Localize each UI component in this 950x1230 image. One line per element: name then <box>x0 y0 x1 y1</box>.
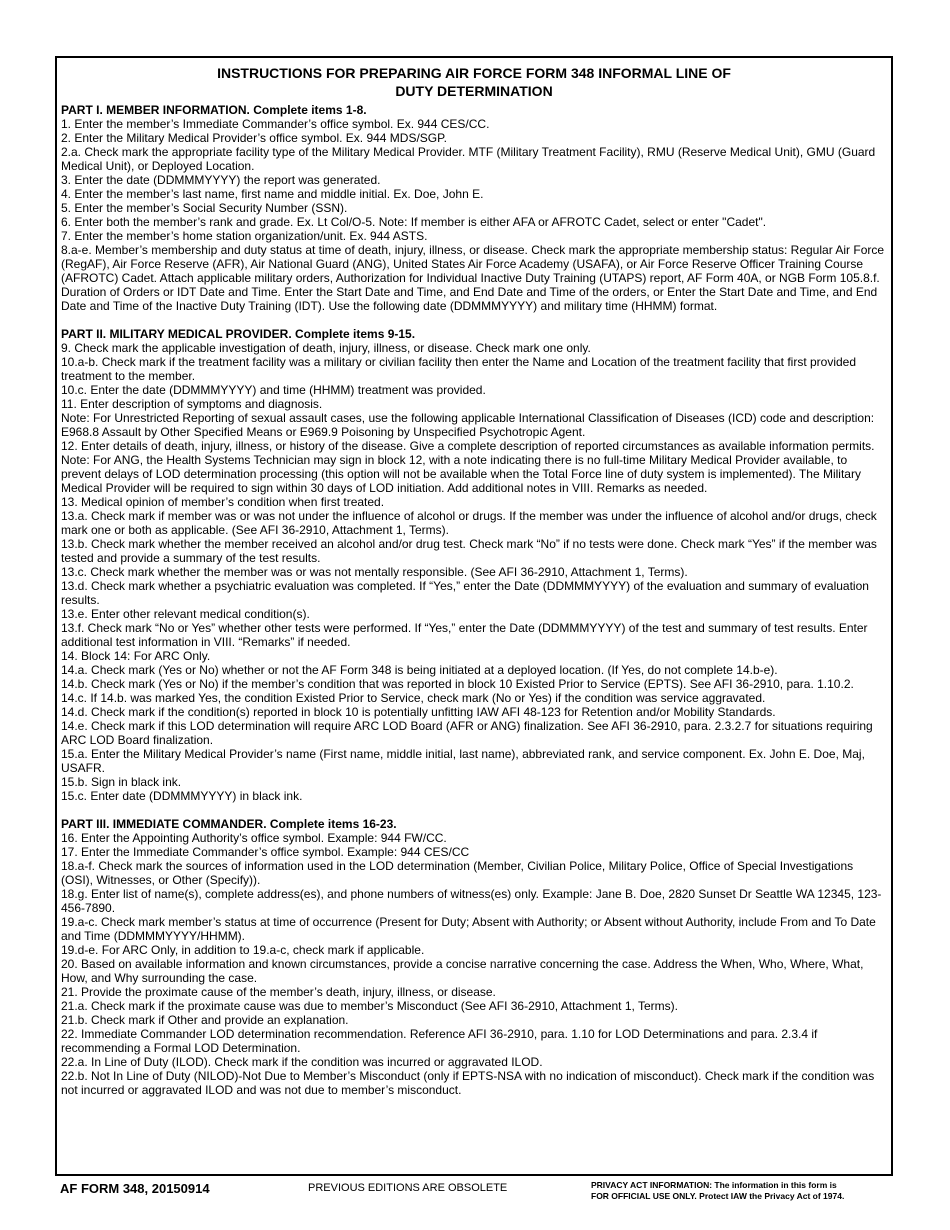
instruction-line: 11. Enter description of symptoms and diagnosis. <box>61 397 323 411</box>
instruction-line: 8.a-e. Member’s membership and duty status at time of death, injury, illness, or disease. Check mark the appropriate membership status: Regular Air Force (RegAF), Air Force Reserve (AFR), Air National Guard (ANG), United States Air Force Academy (USAFA), or Air Force Reserve Officer Training Course (AFROTC) Cadet. Attach applicable military orders, Authorization for Individual Inactive Duty Training (UTAPS) report, AF Form 40A, or NGB Form 105.8.f. Duration of Orders or IDT Date and Time. Enter the Start Date and Time, and End Date and Time of the orders, or Enter the Start Date and Time, and End Date and Time of the Inactive Duty Training (IDT). Use the following date (DDMMMYYYY) and military time (HHMM) format. <box>61 243 885 313</box>
instruction-line: 16. Enter the Appointing Authority’s office symbol. Example: 944 FW/CC. <box>61 831 447 845</box>
instruction-line: 14.c. If 14.b. was marked Yes, the condition Existed Prior to Service, check mark (No or Yes) if the condition was service aggravated. <box>61 691 766 705</box>
form-footer <box>0 1180 950 1220</box>
part-1-section <box>61 103 887 313</box>
instruction-line: 13.d. Check mark whether a psychiatric evaluation was completed. If “Yes,” enter the Date (DDMMMYYYY) of the evaluation and summary of evaluation results. <box>61 579 869 607</box>
instruction-line: 14.b. Check mark (Yes or No) if the member’s condition that was reported in block 10 Existed Prior to Service (EPTS). See AFI 36-2910, para. 1.10.2. <box>61 677 854 691</box>
privacy-line-2: FOR OFFICIAL USE ONLY. Protect IAW the Privacy Act of 1974. <box>591 1191 845 1201</box>
title-line-1: INSTRUCTIONS FOR PREPARING AIR FORCE FORM 348 INFORMAL LINE OF <box>217 65 731 81</box>
instruction-line: 3. Enter the date (DDMMMYYYY) the report was generated. <box>61 173 381 187</box>
part-2-section <box>61 327 887 803</box>
instruction-line: 15.a. Enter the Military Medical Provider’s name (First name, middle initial, last name), abbreviated rank, and service component. Ex. John E. Doe, Maj, USAFR. <box>61 747 865 775</box>
instruction-line: Note: For ANG, the Health Systems Technician may sign in block 12, with a note indicating there is no full-time Military Medical Provider available, to prevent delays of LOD determination processing (this option will not be available when the Total Force line of duty system is implemented). The Military Medical Provider will be required to sign within 30 days of LOD initiation. Add additional notes in VIII. Remarks as needed. <box>61 453 861 495</box>
instruction-line: 15.b. Sign in black ink. <box>61 775 182 789</box>
instruction-line: 2. Enter the Military Medical Provider’s office symbol. Ex. 944 MDS/SGP. <box>61 131 447 145</box>
part-3-lines <box>61 831 887 1097</box>
part-2-lines <box>61 341 887 803</box>
instruction-line: 18.g. Enter list of name(s), complete address(es), and phone numbers of witness(es) only. Example: Jane B. Doe, 2820 Sunset Dr Seattle WA 12345, 123-456-7890. <box>61 887 882 915</box>
instruction-line: 1. Enter the member’s Immediate Commander’s office symbol. Ex. 944 CES/CC. <box>61 117 490 131</box>
instruction-line: 9. Check mark the applicable investigation of death, injury, illness, or disease. Check mark one only. <box>61 341 591 355</box>
instruction-line: 14.e. Check mark if this LOD determination will require ARC LOD Board (AFR or ANG) finalization. See AFI 36-2910, para. 2.3.2.7 for situations requiring ARC LOD Board finalization. <box>61 719 873 747</box>
instruction-line: 5. Enter the member’s Social Security Number (SSN). <box>61 201 348 215</box>
instruction-line: 19.a-c. Check mark member’s status at time of occurrence (Present for Duty; Absent with Authority; or Absent without Authority, include From and To Date and Time (DDMMMYYYY/HHMM). <box>61 915 876 943</box>
instruction-line: 7. Enter the member’s home station organization/unit. Ex. 944 ASTS. <box>61 229 428 243</box>
instruction-line: 10.c. Enter the date (DDMMMYYYY) and time (HHMM) treatment was provided. <box>61 383 486 397</box>
form-box <box>55 56 893 1176</box>
instruction-line: 14.d. Check mark if the condition(s) reported in block 10 is potentially unfitting IAW AFI 48-123 for Retention and/or Mobility Standards. <box>61 705 776 719</box>
instruction-line: 13.b. Check mark whether the member received an alcohol and/or drug test. Check mark “No” if no tests were done. Check mark “Yes” if the member was tested and provide a summary of the test results. <box>61 537 877 565</box>
form-identifier: AF FORM 348, 20150914 <box>60 1181 210 1196</box>
instruction-line: 22.a. In Line of Duty (ILOD). Check mark if the condition was incurred or aggravated ILOD. <box>61 1055 543 1069</box>
privacy-line-1: PRIVACY ACT INFORMATION: The information in this form is <box>591 1180 837 1190</box>
instruction-line: 18.a-f. Check mark the sources of information used in the LOD determination (Member, Civilian Police, Military Police, Office of Special Investigations (OSI), Witnesses, or Other (Specify)). <box>61 859 854 887</box>
instruction-line: 13. Medical opinion of member’s condition when first treated. <box>61 495 385 509</box>
instruction-line: 14.a. Check mark (Yes or No) whether or not the AF Form 348 is being initiated at a deployed location. (If Yes, do not complete 14.b-e). <box>61 663 778 677</box>
part-1-header: PART I. MEMBER INFORMATION. Complete items 1-8. <box>61 103 367 117</box>
instruction-line: 20. Based on available information and known circumstances, provide a concise narrative concerning the case. Address the When, Who, Where, What, How, and Why surrounding the case. <box>61 957 864 985</box>
instruction-line: 2.a. Check mark the appropriate facility type of the Military Medical Provider. MTF (Military Treatment Facility), RMU (Reserve Medical Unit), GMU (Guard Medical Unit), or Deployed Location. <box>61 145 876 173</box>
instruction-line: 14. Block 14: For ARC Only. <box>61 649 211 663</box>
title-line-2: DUTY DETERMINATION <box>395 83 553 99</box>
instruction-line: 10.a-b. Check mark if the treatment facility was a military or civilian facility then enter the Name and Location of the treatment facility that first provided treatment to the member. <box>61 355 857 383</box>
instruction-line: 21.a. Check mark if the proximate cause was due to member’s Misconduct (See AFI 36-2910, Attachment 1, Terms). <box>61 999 678 1013</box>
obsolete-notice: PREVIOUS EDITIONS ARE OBSOLETE <box>308 1182 508 1194</box>
instruction-line: 13.a. Check mark if member was or was not under the influence of alcohol or drugs. If the member was under the influence of alcohol and/or drugs, check mark one or both as applicable. (See AFI 36-2910, Attachment 1, Terms). <box>61 509 877 537</box>
instruction-line: 19.d-e. For ARC Only, in addition to 19.a-c, check mark if applicable. <box>61 943 425 957</box>
instruction-line: 13.c. Check mark whether the member was or was not mentally responsible. (See AFI 36-2910, Attachment 1, Terms). <box>61 565 688 579</box>
part-3-section <box>61 817 887 1097</box>
instruction-line: 12. Enter details of death, injury, illness, or history of the disease. Give a complete description of reported circumstances as available information permits. <box>61 439 875 453</box>
part-1-lines <box>61 117 887 313</box>
page-title <box>61 64 887 100</box>
instruction-line: 4. Enter the member’s last name, first name and middle initial. Ex. Doe, John E. <box>61 187 484 201</box>
instruction-line: 13.f. Check mark “No or Yes” whether other tests were performed. If “Yes,” enter the Date (DDMMMYYYY) of the test and summary of test results. Enter additional test information in VIII. “Remarks” if needed. <box>61 621 868 649</box>
instruction-line: 21. Provide the proximate cause of the member’s death, injury, illness, or disease. <box>61 985 496 999</box>
instruction-line: 17. Enter the Immediate Commander’s office symbol. Example: 944 CES/CC <box>61 845 470 859</box>
part-2-header: PART II. MILITARY MEDICAL PROVIDER. Complete items 9-15. <box>61 327 416 341</box>
instruction-line: Note: For Unrestricted Reporting of sexual assault cases, use the following applicable International Classification of Diseases (ICD) code and description: E968.8 Assault by Other Specified Means or E969.9 Poisoning by Unspecified Psychotropic Agent. <box>61 411 875 439</box>
instruction-line: 21.b. Check mark if Other and provide an explanation. <box>61 1013 349 1027</box>
privacy-notice <box>591 1180 891 1202</box>
part-3-header: PART III. IMMEDIATE COMMANDER. Complete items 16-23. <box>61 817 397 831</box>
instruction-line: 15.c. Enter date (DDMMMYYYY) in black ink. <box>61 789 303 803</box>
instruction-line: 6. Enter both the member’s rank and grade. Ex. Lt Col/O-5. Note: If member is either AFA or AFROTC Cadet, select or enter "Cadet". <box>61 215 767 229</box>
instruction-line: 22. Immediate Commander LOD determination recommendation. Reference AFI 36-2910, para. 1.10 for LOD Determinations and para. 2.3.4 if recommending a Formal LOD Determination. <box>61 1027 818 1055</box>
instruction-line: 13.e. Enter other relevant medical condition(s). <box>61 607 310 621</box>
instruction-line: 22.b. Not In Line of Duty (NILOD)-Not Due to Member’s Misconduct (only if EPTS-NSA with no indication of misconduct). Check mark if the condition was not incurred or aggravated ILOD and was not due to member’s misconduct. <box>61 1069 875 1097</box>
